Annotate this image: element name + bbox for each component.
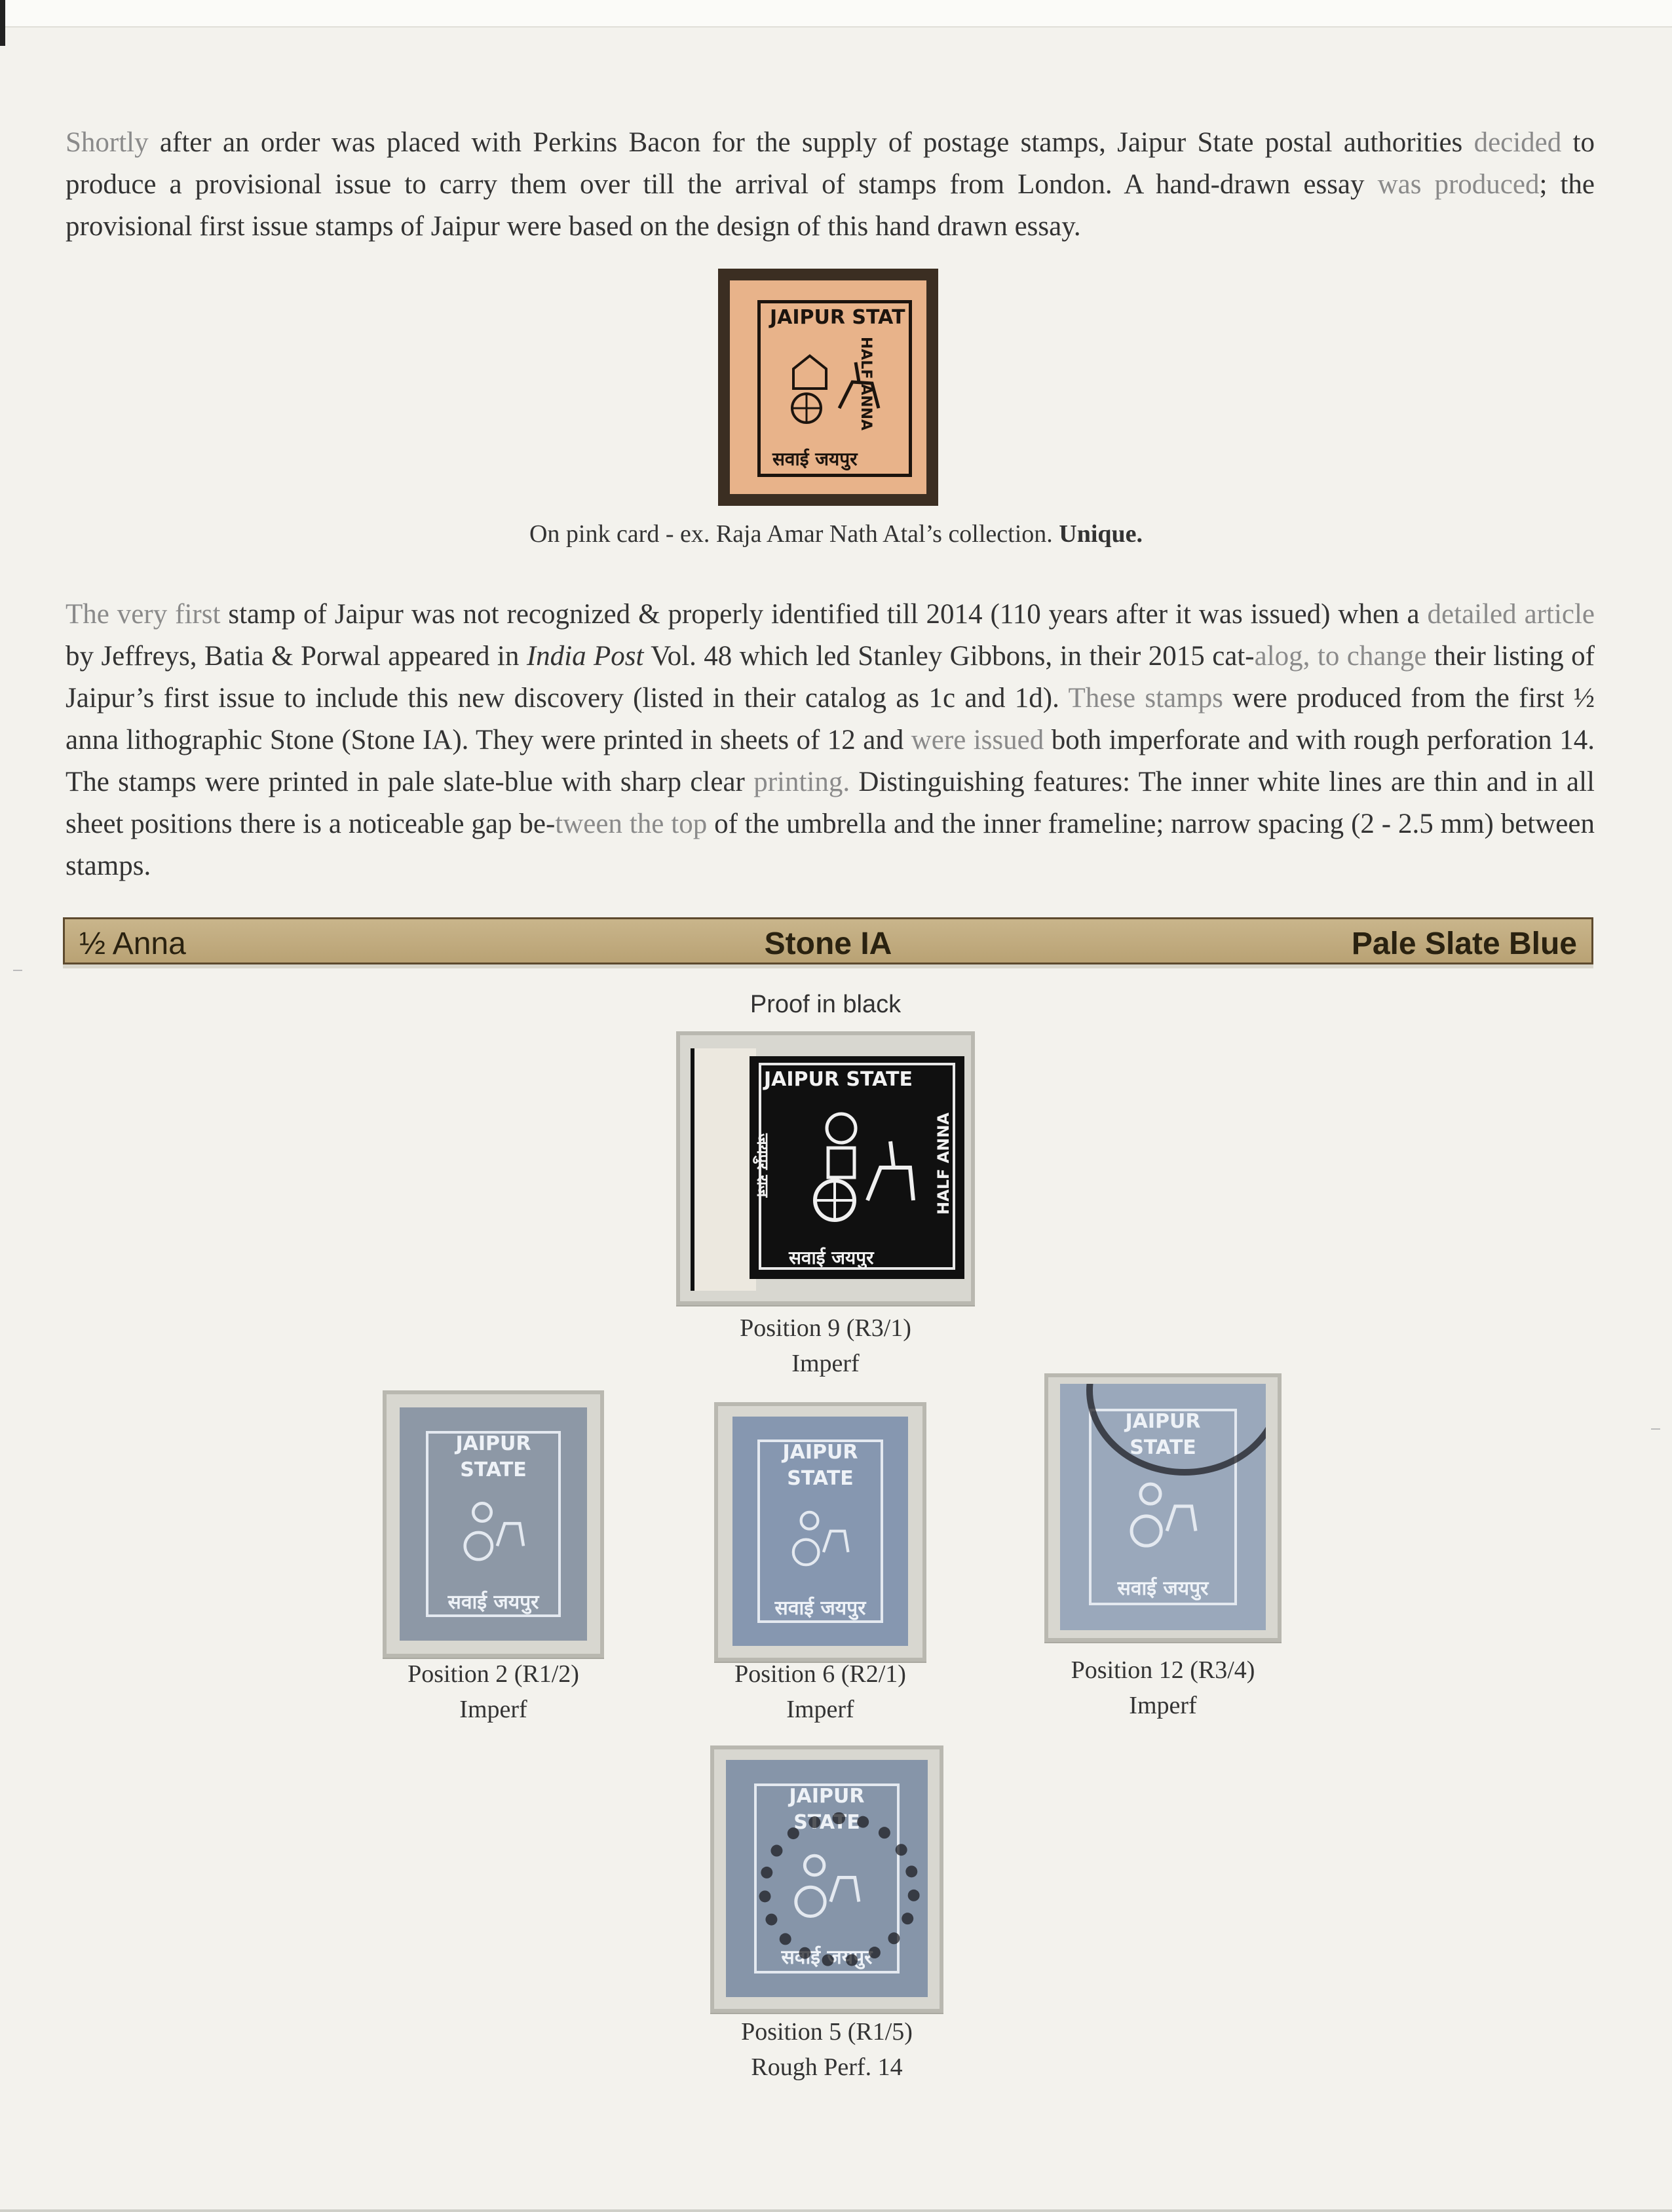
position-label: Position 12 (R3/4) [1071,1656,1255,1684]
stamp-position-12 [1060,1384,1266,1630]
essay-caption-text: On pink card - ex. Raja Amar Nath Atal’s collection. [529,520,1053,548]
proof-stamp-mount [676,1031,975,1305]
article-text: stamp of Jaipur was not recognized & properly identified till 2014 (110 years after it was issued) when a [220,599,1428,630]
position-label: Position 2 (R1/2) [408,1660,579,1688]
position-label: Position 6 (R2/1) [734,1660,906,1688]
article-text: by Jeffreys, Batia & Porwal appeared in [66,641,527,672]
chariot-icon [1122,1468,1204,1561]
margin-tick [13,970,22,971]
stamp-mount-position-2 [383,1390,604,1658]
intro-paragraph [66,122,1595,248]
denomination-label: ½ Anna [79,926,186,961]
article-text: were issued [911,725,1044,755]
page-top-edge [0,0,1672,28]
proof-black-stamp [750,1056,964,1279]
page-bottom-edge [0,2209,1672,2212]
article-text: Distinguishing features: The inner white lines are thin and in all sheet positions there is a noticeable gap be- [66,767,1595,839]
proof-title: Proof in black [750,991,902,1018]
perf-label: Imperf [786,1696,854,1723]
article-text: tween the top [555,809,708,839]
article-text: were produced from the first ½ anna lithographic Stone (Stone IA). They were printed in sheets of 12 and [66,683,1595,755]
proof-stamp-side-right: HALF ANNA [934,1112,953,1215]
intro-text: was produced [1377,169,1540,200]
intro-text: to produce a provisional issue to carry them over till the arrival of stamps from London. A hand-drawn essay [66,127,1595,200]
stamp-position-5 [726,1760,928,1997]
proof-stamp-top-label: JAIPUR STATE [764,1068,913,1091]
stamp-top-label: JAIPUR STATE [1125,1409,1201,1459]
stamp-caption-position-6 [656,1656,984,1727]
margin-tick [1651,1428,1660,1430]
sheet-margin [691,1048,756,1291]
header-bar-shadow [63,964,1593,968]
stamp-mount-position-12 [1044,1373,1282,1642]
article-text: Vol. 48 which led Stanley Gibbons, in their 2015 cat- [643,641,1255,672]
stamp-caption-position-2 [330,1656,657,1727]
essay-stamp-top-label: JAIPUR STAT [770,306,905,329]
stamp-position-6 [732,1417,908,1646]
essay-stamp-bottom-label: सवाई जयपुर [772,448,858,470]
perf-label: Imperf [1129,1692,1197,1719]
proof-stamp-bottom-label: सवाई जयपुर [789,1247,874,1268]
article-paragraph [66,594,1595,887]
essay-pink-card-stamp [730,280,926,494]
intro-text: ; the provisional first issue stamps of Jaipur were based on the design of this hand drawn essay. [66,169,1595,242]
stamp-caption-position-5 [663,2014,991,2085]
article-text: alog, to change [1254,641,1427,672]
page-left-edge-mark [0,0,5,46]
stamp-caption-position-12 [999,1652,1327,1723]
proof-perf-label: Imperf [791,1350,860,1377]
article-text: of the umbrella and the inner frameline; narrow spacing (2 - 2.5 mm) between stamps. [66,809,1595,881]
article-text: their listing of Jaipur’s first issue to include this new discovery (listed in their catalog as 1c and 1d). [66,641,1595,714]
stamp-bottom-label: सवाई जयपुर [447,1590,539,1614]
essay-stamp-side-label: HALF ANNA [857,336,874,431]
article-text: detailed article [1427,599,1595,630]
article-text: both imperforate and with rough perforation 14. The stamps were printed in pale slate-blue with sharp clear [66,725,1595,797]
stamp-position-2 [400,1407,587,1641]
chariot-icon [785,1495,855,1582]
proof-caption [662,1310,989,1381]
essay-stamp-frame [757,300,912,477]
intro-text: decided [1473,127,1562,158]
perf-label: Rough Perf. 14 [751,2053,903,2081]
stamp-top-label: JAIPUR STATE [789,1785,865,1835]
color-label: Pale Slate Blue [1351,926,1577,961]
chariot-icon [802,1102,920,1227]
stone-label: Stone IA [764,926,892,961]
chariot-icon [456,1487,531,1575]
stamp-bottom-label: सवाई जयपुर [774,1597,866,1620]
stamp-top-label: JAIPUR STATE [782,1441,858,1490]
position-label: Position 5 (R1/5) [741,2018,913,2046]
proof-position-label: Position 9 (R3/1) [740,1314,911,1342]
article-text: printing. [753,767,850,797]
perf-label: Imperf [459,1696,527,1723]
stamp-bottom-label: सवाई जयपुर [781,1946,873,1970]
chariot-icon [780,343,885,428]
stamp-mount-position-6 [714,1402,926,1662]
essay-caption [393,516,1279,552]
intro-text: after an order was placed with Perkins Bacon for the supply of postage stamps, Jaipur State postal authorities [148,127,1474,158]
stamp-mount-position-5 [710,1745,943,2013]
intro-text: Shortly [66,127,149,158]
essay-caption-unique: Unique. [1059,520,1143,548]
stone-header-bar [63,917,1593,964]
proof-stamp-side-left: जयपुर राज [753,1133,772,1198]
stamp-bottom-label: सवाई जयपुर [1117,1577,1209,1601]
journal-title: India Post [526,641,644,672]
essay-stamp-mount [718,269,938,506]
article-text: The very first [66,599,221,630]
article-text: These stamps [1068,683,1223,714]
postmark-cancel [759,1812,920,1967]
stamp-top-label: JAIPUR STATE [455,1432,531,1481]
